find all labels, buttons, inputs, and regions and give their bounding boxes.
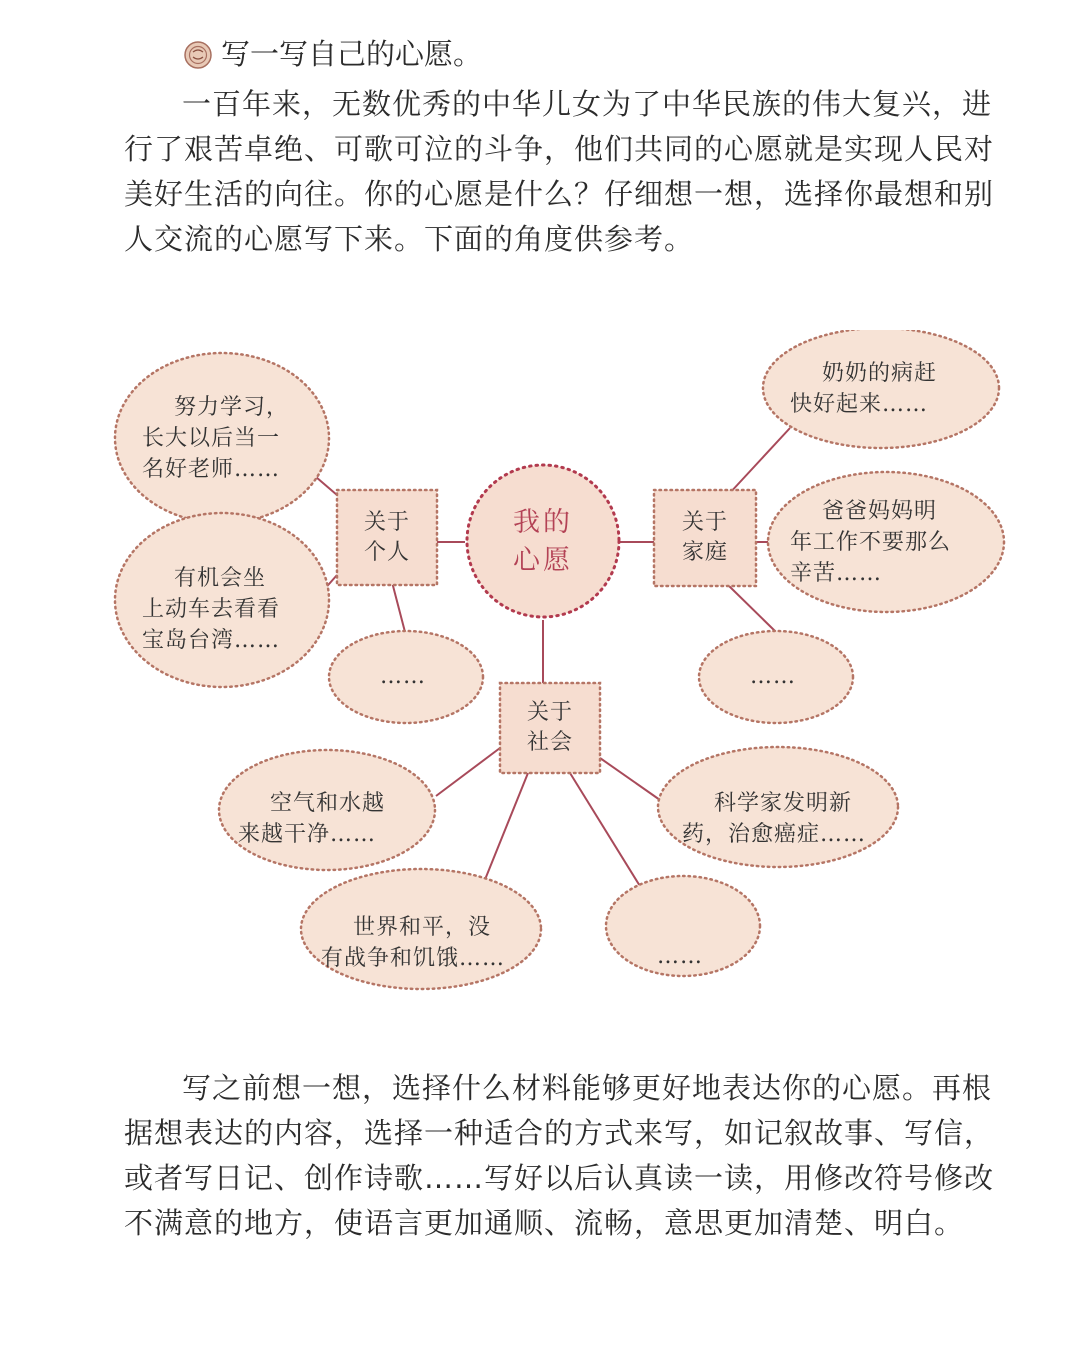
idea-family-parents: 爸爸妈妈明 年工作不要那么 辛苦…… [790, 499, 952, 586]
heading-text: 写一写自己的心愿。 [221, 37, 483, 71]
connector-line [600, 758, 660, 800]
idea-society-peace: 世界和平，没 有战争和饥饿…… [321, 915, 506, 971]
idea-personal-more: …… [380, 664, 426, 689]
section-heading [183, 32, 482, 77]
connector-line [436, 748, 500, 796]
idea-family-grandma: 奶奶的病赶 快好起来…… [790, 361, 937, 417]
idea-society-medicine: 科学家发明新 药，治愈癌症…… [682, 791, 867, 847]
center-label: 我的 心愿 [513, 507, 573, 576]
closing-paragraph [124, 1066, 1004, 1246]
connector-line [728, 585, 776, 632]
intro-paragraph [124, 82, 1004, 262]
idea-society-environment: 空气和水越 来越干净…… [238, 791, 385, 847]
closing-text: 写之前想一想，选择什么材料能够更好地表达你的心愿。再根据想表达的内容，选择一种适合的方式来写，如记叙故事、写信，或者写日记、创作诗歌……写好以后认真读一读，用修改符号修改不满意的地方，使语言更加通顺、流畅，意思更加清楚、明白。 [124, 1071, 995, 1240]
seal-icon [183, 40, 213, 70]
wish-mind-map [0, 330, 1080, 1030]
intro-text: 一百年来，无数优秀的中华儿女为了中华民族的伟大复兴，进行了艰苦卓绝、可歌可泣的斗争，他们共同的心愿就是实现人民对美好生活的向往。你的心愿是什么？仔细想一想，选择你最想和别人交流的心愿写下来。下面的角度供参考。 [124, 87, 995, 256]
idea-society-more: …… [657, 944, 703, 969]
category-label-society: 关于 社会 [526, 700, 573, 755]
connector-line [480, 773, 528, 892]
idea-personal-taiwan: 有机会坐 上动车去看看 宝岛台湾…… [142, 566, 281, 653]
idea-personal-teacher: 努力学习， 长大以后当一 名好老师…… [142, 395, 289, 482]
connector-line [728, 428, 790, 495]
idea-family-more: …… [750, 664, 796, 689]
category-label-personal: 关于 个人 [363, 510, 410, 565]
category-label-family: 关于 家庭 [681, 510, 728, 565]
connector-line [392, 582, 405, 632]
